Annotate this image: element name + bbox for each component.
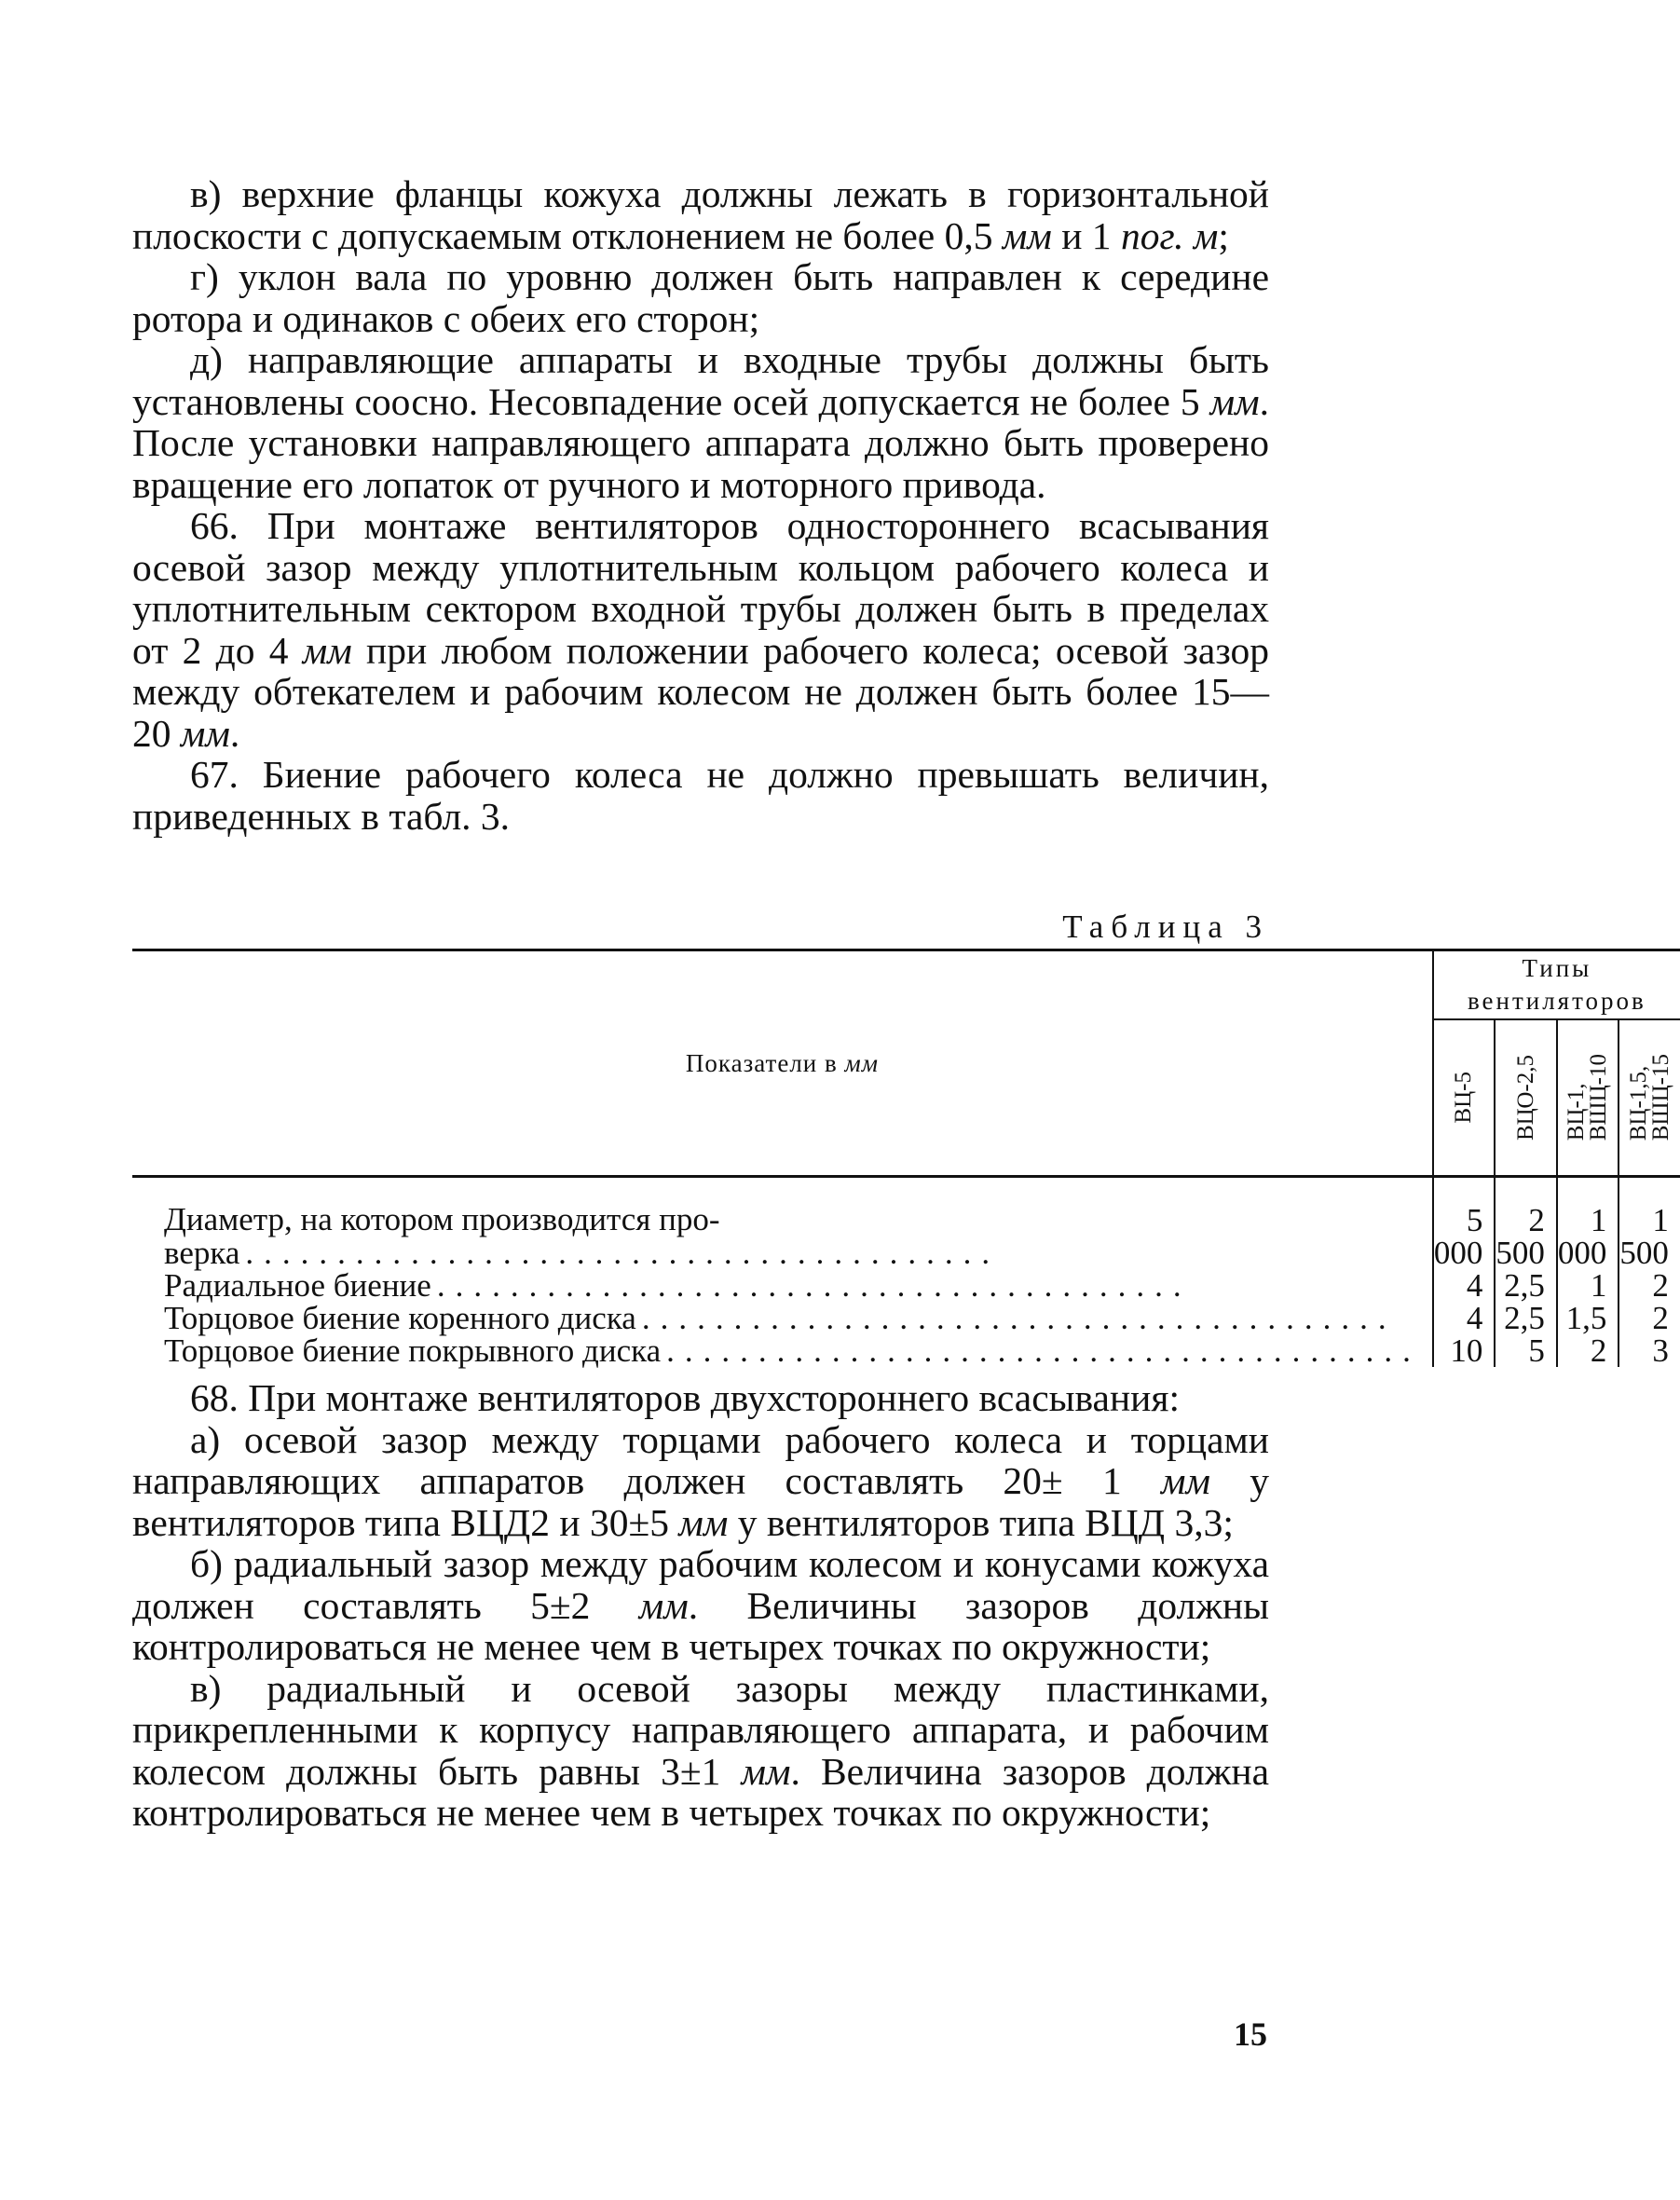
paragraph-p-b: б) радиальный зазор между рабочим колесом и конусами кожуха должен составлять 5±2 мм. Величины зазоров должны контролироваться не менее чем в четырех точках по окружности; [132,1542,1269,1668]
fan-types-header: Типы вентиляторов [1433,950,1680,1020]
cell: 2 500 [1495,1177,1557,1270]
row-label-text: верка [164,1235,240,1271]
page-number: 15 [1234,2016,1267,2053]
cell: 10 [1433,1334,1496,1367]
cell: 2,5 [1495,1302,1557,1334]
cell: 1,5 [1557,1302,1619,1334]
paragraph-p-68: 68. При монтаже вентиляторов двухстороннего всасывания: [190,1376,1180,1419]
cell: 2 [1557,1334,1619,1367]
spec-table [132,949,1680,1367]
row-label-text: Торцовое биение покрывного диска [164,1332,662,1369]
text-block-bottom [132,1377,1269,1834]
cell: 1 000 [1557,1177,1619,1270]
table-3 [132,949,1673,1369]
table-row [132,1302,1680,1334]
column-header-vc1-vshc10: ВЦ-1, ВШЦ-10 [1557,1019,1619,1177]
cell: 2,5 [1495,1269,1557,1302]
paragraph-p-g: г) уклон вала по уровню должен быть направлен к середине ротора и одинаков с обеих его сторон; [132,255,1269,340]
cell: 5 [1495,1334,1557,1367]
paragraph-p-66: 66. При монтаже вентиляторов одностороннего всасывания осевой зазор между уплотнительным кольцом рабочего колеса и уплотнительным сектором входной трубы должен быть в пределах от 2 до 4 мм при любом положении рабочего колеса; осевой зазор между обтекателем и рабочим колесом не должен быть более 15—20 мм. [132,504,1269,755]
paragraph-p-a: а) осевой зазор между торцами рабочего колеса и торцами направляющих аппаратов должен составлять 20± 1 мм у вентиляторов типа ВЦД2 и 30±5 мм у вентиляторов типа ВЦД 3,3; [132,1417,1270,1544]
cell: 2 [1619,1302,1680,1334]
cell: 5 000 [1433,1177,1496,1270]
column-header-vc15-vshc15: ВЦ-1,5, ВШЦ-15 [1619,1019,1680,1177]
table-caption: Таблица 3 [1062,909,1269,945]
text-block-top [132,173,1269,837]
paragraph-p-v2: в) радиальный и осевой зазоры между пластинками, прикрепленными к корпусу направляющего аппарата, и рабочим колесом должны быть равны 3±1 мм. Величина зазоров должна контролироваться не менее чем в четырех точках по окружности; [132,1666,1269,1834]
table-row [132,1177,1680,1270]
row-label: Торцовое биение коренного диска ......................................... [164,1300,1397,1336]
cell: 1 [1557,1269,1619,1302]
row-label-text: Радиальное биение [164,1267,431,1304]
paragraph-p-67: 67. Биение рабочего колеса не должно превышать величин, приведенных в табл. 3. [132,753,1269,838]
param-column-header: Показатели в мм [132,950,1433,1177]
row-label: Диаметр, на котором производится про- верка ......................................... [132,1177,1433,1270]
row-label-text: Торцовое биение коренного диска [164,1300,636,1336]
cell: 1 500 [1619,1177,1680,1270]
cell: 4 [1433,1302,1496,1334]
cell: 3 [1619,1334,1680,1367]
row-label: Торцовое биение покрывного диска ......................................... [164,1332,1421,1369]
table-row [132,1334,1680,1367]
table-row [132,1269,1680,1302]
row-label: Радиальное биение ......................................... [164,1267,1192,1304]
column-header-vco25: ВЦО-2,5 [1495,1019,1557,1177]
paragraph-p-v: в) верхние фланцы кожуха должны лежать в горизонтальной плоскости с допускаемым отклонением не более 0,5 мм и 1 пог. м; [132,172,1269,257]
paragraph-p-d: д) направляющие аппараты и входные трубы должны быть установлены соосно. Несовпадение осей допускается не более 5 мм. После установки направляющего аппарата должно быть проверено вращение его лопаток от ручного и моторного привода. [132,338,1269,506]
row-label-line1: Диаметр, на котором производится про- [164,1201,720,1237]
cell: 4 [1433,1269,1496,1302]
cell: 2 [1619,1269,1680,1302]
column-header-vc5: ВЦ-5 [1433,1019,1496,1177]
